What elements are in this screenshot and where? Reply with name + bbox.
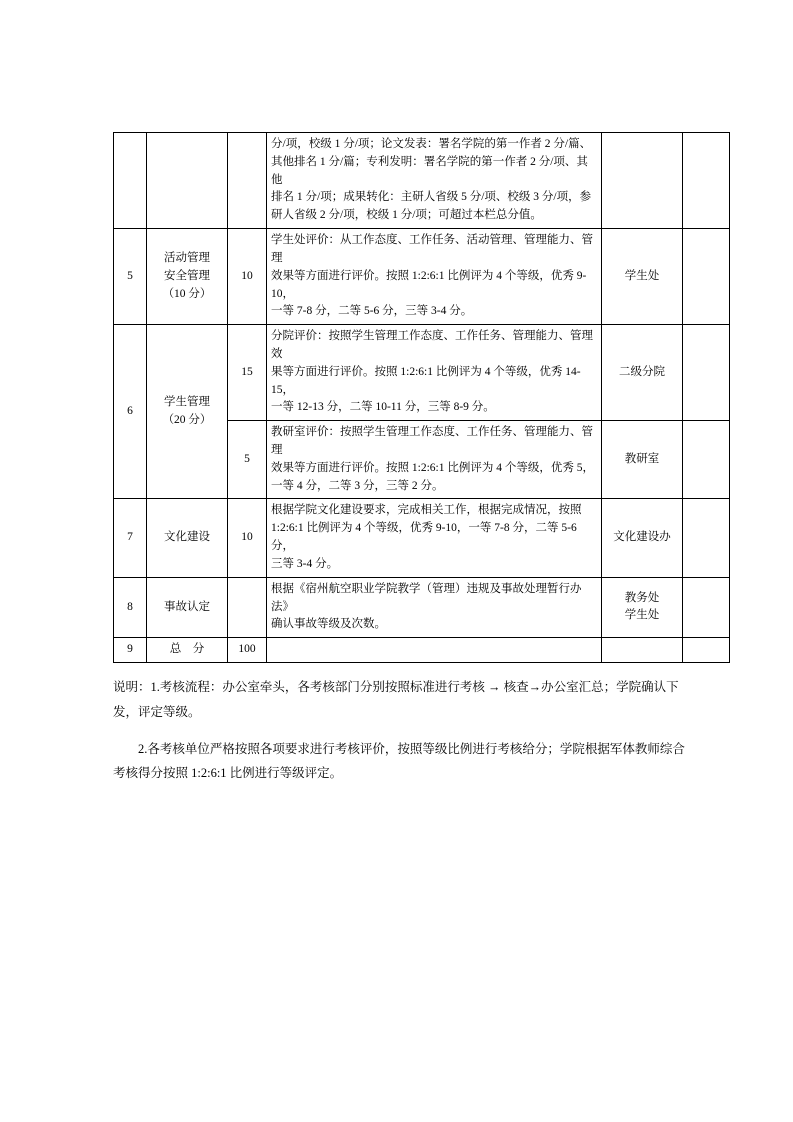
row-remark — [683, 133, 730, 229]
row-number: 5 — [114, 229, 147, 325]
row-score: 100 — [228, 638, 267, 663]
description-line: 一等 12-13 分，二等 10-11 分，三等 8-9 分。 — [271, 401, 495, 414]
row-score — [228, 577, 267, 637]
description-line: 三等 3-4 分。 — [271, 557, 339, 570]
row-number — [114, 133, 147, 229]
description-line: 效果等方面进行评价。按照 1:2:6:1 比例评为 4 个等级，优秀 5， — [271, 461, 594, 474]
row-score: 10 — [228, 229, 267, 325]
row-description — [267, 421, 602, 499]
description-line: 教研室评价：按照学生管理工作态度、工作任务、管理能力、管理 — [271, 426, 593, 456]
description-line: 研人省级 2 分/项，校级 1 分/项；可超过本栏总分值。 — [271, 209, 542, 222]
row-department — [602, 577, 683, 637]
table-row — [114, 638, 730, 663]
row-remark — [683, 325, 730, 421]
row-item-line: 安全管理 — [164, 269, 210, 282]
row-department: 学生处 — [602, 229, 683, 325]
row-department: 文化建设办 — [602, 499, 683, 577]
row-remark — [683, 499, 730, 577]
table-row — [114, 499, 730, 577]
row-item — [147, 133, 228, 229]
description-line: 学生处评价：从工作态度、工作任务、活动管理、管理能力、管理 — [271, 234, 593, 264]
row-number: 6 — [114, 325, 147, 499]
row-number: 7 — [114, 499, 147, 577]
row-description — [267, 133, 602, 229]
row-item-line: （20 分） — [162, 413, 212, 426]
table-row — [114, 229, 730, 325]
row-department: 教研室 — [602, 421, 683, 499]
row-item-line: （10 分） — [162, 287, 212, 300]
table-row — [114, 577, 730, 637]
description-line: 根据《宿州航空职业学院教学（管理）违规及事故处理暂行办法》 — [271, 582, 582, 613]
description-line: 根据学院文化建设要求，完成相关工作，根据完成情况，按照 — [271, 504, 582, 517]
description-line: 分/项，校级 1 分/项；论文发表：署名学院的第一作者 2 分/篇、 — [271, 138, 592, 150]
row-item — [147, 229, 228, 325]
row-department — [602, 638, 683, 663]
description-line: 分院评价：按照学生管理工作态度、工作任务、管理能力、管理效 — [271, 330, 593, 360]
assessment-criteria-table — [113, 132, 730, 663]
row-number: 9 — [114, 638, 147, 663]
table-row — [114, 133, 730, 229]
row-item-line: 活动管理 — [164, 251, 210, 264]
description-line: 1:2:6:1 比例评为 4 个等级，优秀 9-10，一等 7-8 分，二等 5-6 分， — [271, 522, 577, 553]
note-item-2: 2.各考核单位严格按照各项要求进行考核评价，按照等级比例进行考核给分；学院根据军体教师综合考核得分按照 1:2:6:1 比例进行等级评定。 — [113, 741, 685, 781]
row-item-line: 学生管理 — [164, 395, 210, 408]
department-line: 学生处 — [624, 609, 660, 622]
row-item: 总 分 — [147, 638, 228, 663]
description-line: 一等 7-8 分，二等 5-6 分，三等 3-4 分。 — [271, 305, 473, 318]
description-line: 效果等方面进行评价。按照 1:2:6:1 比例评为 4 个等级，优秀 9-10， — [271, 269, 587, 300]
table-row — [114, 325, 730, 421]
row-number: 8 — [114, 577, 147, 637]
row-score: 10 — [228, 499, 267, 577]
department-line: 教务处 — [624, 591, 660, 604]
notes-section — [113, 675, 693, 785]
row-remark — [683, 229, 730, 325]
row-department — [602, 133, 683, 229]
row-description — [267, 229, 602, 325]
row-description — [267, 638, 602, 663]
description-line: 果等方面进行评价。按照 1:2:6:1 比例评为 4 个等级，优秀 14-15， — [271, 365, 581, 396]
row-item: 事故认定 — [147, 577, 228, 637]
description-line: 一等 4 分，二等 3 分，三等 2 分。 — [271, 479, 444, 492]
row-remark — [683, 638, 730, 663]
description-line: 确认事故等级及次数。 — [271, 618, 386, 631]
row-remark — [683, 421, 730, 499]
document-body — [113, 132, 693, 798]
row-score: 5 — [228, 421, 267, 499]
row-item — [147, 325, 228, 499]
row-remark — [683, 577, 730, 637]
row-description — [267, 499, 602, 577]
description-line: 其他排名 1 分/篇；专利发明：署名学院的第一作者 2 分/项、其他 — [271, 155, 588, 186]
note-item-1: 说明：1.考核流程：办公室牵头，各考核部门分别按照标准进行考核 → 核查→办公室汇总；学院确认下发，评定等级。 — [113, 680, 679, 719]
row-item: 文化建设 — [147, 499, 228, 577]
row-score — [228, 133, 267, 229]
row-department: 二级分院 — [602, 325, 683, 421]
row-description — [267, 325, 602, 421]
description-line: 排名 1 分/项；成果转化：主研人省级 5 分/项、校级 3 分/项，参 — [271, 191, 592, 204]
row-description — [267, 577, 602, 637]
row-score: 15 — [228, 325, 267, 421]
